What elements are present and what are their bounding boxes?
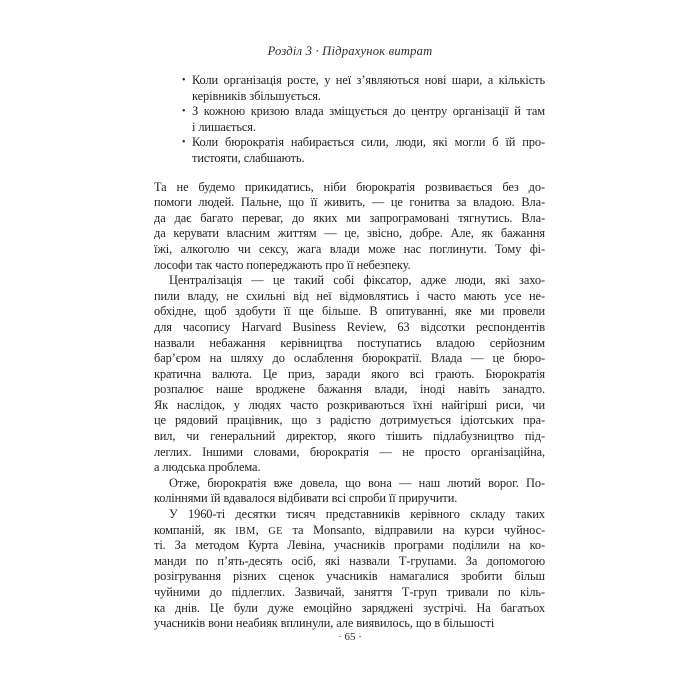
- paragraph: [154, 507, 545, 632]
- text-line: леглих. Іншими словами, бюрократія — не просто організаційна,: [154, 444, 545, 459]
- text-line: а людська проблема.: [154, 460, 261, 475]
- text-line: Коли бюрократія набирається сили, люди, які могли б їй про-: [192, 135, 545, 150]
- text-line: розпалює наше вроджене бажання влади, іноді навіть занадто.: [154, 382, 545, 397]
- text-line: компаній, як IBM, GE та Monsanto, відправили на курси чуйнос-: [154, 522, 545, 537]
- text-line: ка днів. Це були дуже емоційно заряджені зустрічі. На багатьох: [154, 600, 545, 615]
- text-line: їжі, алкоголю чи сексу, жага влади може нас поглинути. Тому фі-: [154, 241, 545, 256]
- list-item: [154, 73, 545, 104]
- text-line: і лишається.: [192, 119, 256, 134]
- text-line: вил, чи генеральний директор, якого тішить підлабузництво під-: [154, 429, 545, 444]
- bullet-icon: •: [182, 75, 186, 86]
- text-line: Та не будемо прикидатись, ніби бюрократія розвивається без до-: [154, 179, 545, 194]
- text-line: розігрування різних сценок учасників намагалися зробити більш: [154, 569, 545, 584]
- text-line: да дає багато переваг, до яких ми запрограмовані тягнутись. Вла-: [154, 210, 545, 225]
- text-line: пили владу, не схильні від неї відмовлятись і часто мають усе не-: [154, 288, 545, 303]
- text-line: Коли організація росте, у неї з’являються нові шари, а кількість: [192, 73, 545, 87]
- text-line: помоги людей. Пальне, що її живить, — це гонитва за владою. Вла-: [154, 195, 545, 210]
- text-line: обхідне, щоб здобути її ще більше. В опитуванні, яке ми провели: [154, 304, 545, 319]
- text-line: У 1960-ті десятки тисяч представників керівного складу таких: [169, 507, 545, 522]
- text-line: манди по п’ять-десять осіб, які назвали Т-групами. За допомогою: [154, 553, 545, 568]
- text-line: Отже, бюрократія вже довела, що вона — наш лютий ворог. По-: [169, 475, 545, 490]
- text-line: З кожною кризою влада зміщується до центру організації й там: [192, 104, 545, 119]
- bullet-list: [154, 73, 545, 167]
- bullet-icon: •: [182, 106, 186, 118]
- chapter-running-head: Розділ 3 · Підрахунок витрат: [267, 44, 433, 58]
- text-line: кратична валюта. Це приз, заради якого всі грають. Бюрократія: [154, 366, 545, 381]
- text-line: це рядовий працівник, що з радістю дотримується ідіотських пра-: [154, 413, 545, 428]
- list-item: [154, 104, 545, 135]
- text-line: да керувати власним життям — це, звісно, добре. Але, як бажання: [154, 226, 545, 241]
- text-line: Централізація — це такий собі фіксатор, адже люди, які захо-: [169, 273, 545, 288]
- text-line: для часопису Harvard Business Review, 63 відсотки респондентів: [154, 319, 545, 334]
- paragraphs: [154, 180, 545, 632]
- text-line: назвали небажання керівництва поступатись владою серйозним: [154, 335, 545, 350]
- page-number: · 65 ·: [338, 631, 362, 643]
- text-line: керівників збільшується.: [192, 88, 321, 103]
- paragraph: [154, 180, 545, 274]
- text-block: [154, 73, 545, 632]
- text-line: ті. За методом Курта Левіна, учасників програми поділили на ко-: [154, 538, 545, 553]
- smallcaps-text: GE: [268, 525, 283, 537]
- text-line: учасників вони неабияк вплинули, але виявилось, що в більшості: [154, 616, 495, 631]
- text-line: тистояти, слабшають.: [192, 150, 305, 165]
- text-line: коліннями їй вдавалося відбивати всі спроби її приручити.: [154, 491, 458, 506]
- text-line: лософи так часто попереджають про її небезпеку.: [154, 257, 411, 272]
- paragraph: [154, 476, 545, 507]
- text-line: бар’єром на шляху до ослаблення бюрократії. Влада — це бюро-: [154, 351, 545, 366]
- smallcaps-text: IBM: [235, 525, 256, 537]
- bullet-icon: •: [182, 137, 186, 149]
- paragraph: [154, 273, 545, 476]
- text-line: чуйними до підлеглих. Зазвичай, заняття Т-груп тривали по кіль-: [154, 585, 545, 599]
- text-line: Як наслідок, у людях часто розкриваються їхні найгірші риси, чи: [154, 397, 545, 412]
- list-item: [154, 135, 545, 166]
